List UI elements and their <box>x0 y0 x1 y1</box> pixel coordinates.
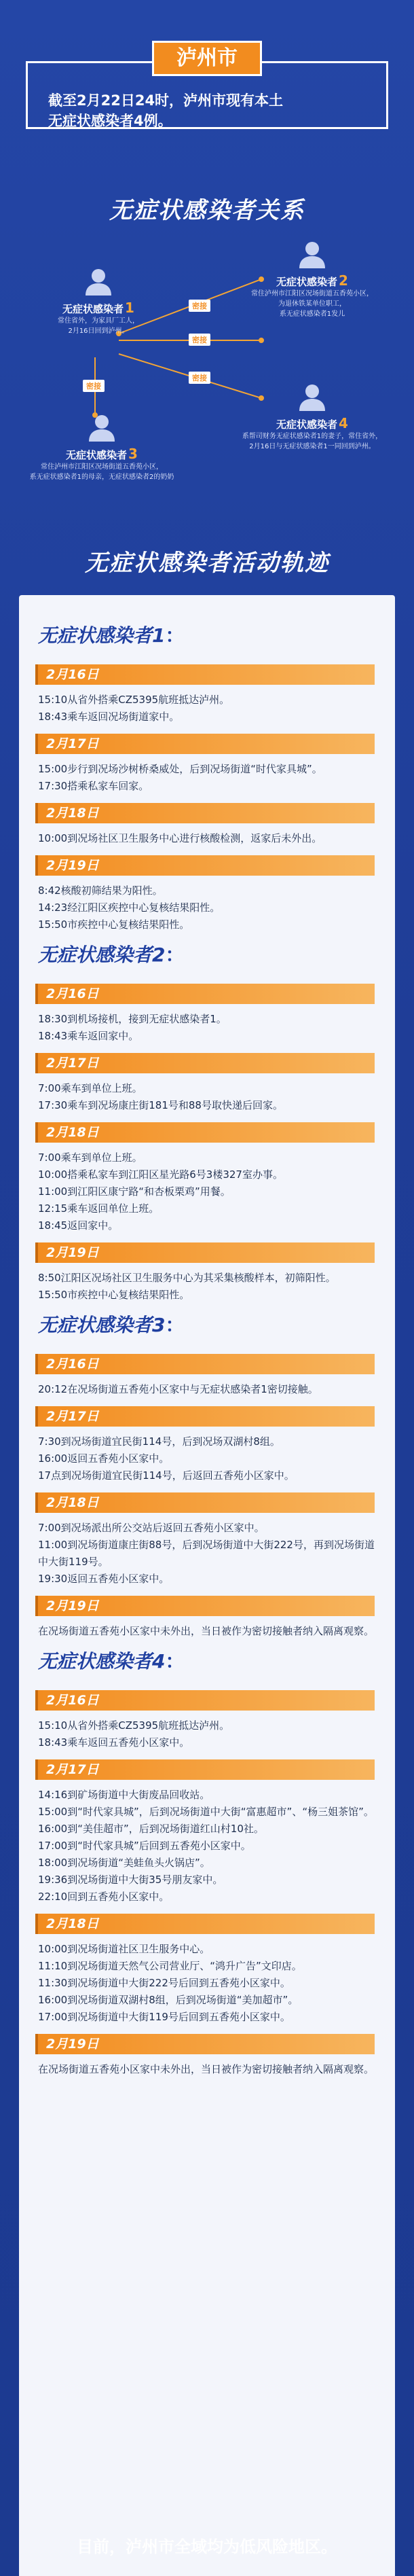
person-2 <box>231 238 394 319</box>
person-name: 无症状感染者 2 <box>276 272 348 289</box>
event-line: 7:00乘车到单位上班。 <box>38 1151 143 1164</box>
event-line: 17:30乘车到况场康庄街181号和88号取快递后回家。 <box>38 1099 283 1111</box>
date-tag: 2月18日 <box>38 803 375 823</box>
event-line: 16:00返回五香苑小区家中。 <box>38 1452 170 1465</box>
person-icon <box>297 238 328 270</box>
case-title: 无症状感染者2： <box>38 944 185 966</box>
date-tag: 2月16日 <box>38 1354 375 1374</box>
date-tag: 2月19日 <box>38 1596 375 1616</box>
person-name: 无症状感染者 1 <box>62 300 134 316</box>
event-line: 11:10到况场街道天然气公司营业厅、“鸿升广告”文印店。 <box>38 1960 302 1972</box>
person-number: 2 <box>339 272 348 289</box>
event-line: 18:00到况场街道“美蛙鱼头火锅店”。 <box>38 1857 210 1869</box>
event-line: 16:00到况场街道双湖村8组，后到况场街道“美加超市”。 <box>38 1994 299 2006</box>
track-card <box>19 595 395 2576</box>
event-line: 15:10从省外搭乘CZ5395航班抵达泸州。 <box>38 694 230 706</box>
person-icon <box>297 381 328 412</box>
date-tag: 2月18日 <box>38 1914 375 1934</box>
person-name: 无症状感染者 3 <box>66 446 138 462</box>
person-desc: 系无症状感染者1的母亲，无症状感染者2的奶奶 <box>29 473 174 481</box>
person-icon <box>83 266 114 297</box>
person-desc: 2月16日回到泸州。 <box>68 327 129 335</box>
date-tag: 2月18日 <box>38 1492 375 1513</box>
event-line: 18:43乘车返回家中。 <box>38 1030 139 1042</box>
summary-line: 无症状感染者4例。 <box>48 113 172 129</box>
person-icon <box>86 412 117 443</box>
relation-title: 无症状感染者关系 <box>109 197 305 224</box>
date-tag: 2月16日 <box>38 1690 375 1711</box>
person-desc: 为退休铁某单位职工， <box>278 300 346 308</box>
date-tag: 2月17日 <box>38 1406 375 1427</box>
event-line: 15:00步行到况场沙树桥桑威处，后到况场街道“时代家具城”。 <box>38 763 322 775</box>
case-title: 无症状感染者4： <box>38 1650 185 1672</box>
event-line: 11:00到况场街道康庄街88号，后到况场街道中大街222号，再到况场街道中大街119号。 <box>38 1539 375 1568</box>
event-line: 20:12在况场街道五香苑小区家中与无症状感染者1密切接触。 <box>38 1383 318 1395</box>
person-desc: 常住泸州市江阳区况场街道五香苑小区， <box>251 290 373 298</box>
event-line: 10:00到况场社区卫生服务中心进行核酸检测，返家后未外出。 <box>38 832 322 844</box>
event-line: 16:00到“美佳超市”，后到况场街道红山村10社。 <box>38 1823 264 1835</box>
case-title: 无症状感染者3： <box>38 1314 185 1336</box>
event-line: 18:43乘车返回五香苑小区家中。 <box>38 1736 190 1749</box>
date-tag: 2月16日 <box>38 984 375 1004</box>
date-tag: 2月17日 <box>38 1759 375 1780</box>
person-number: 1 <box>125 300 134 316</box>
event-line: 10:00搭乘私家车到江阳区星光路6号3楼327室办事。 <box>38 1168 283 1181</box>
event-line: 在况场街道五香苑小区家中未外出，当日被作为密切接触者纳入隔离观察。 <box>38 2063 375 2075</box>
person-1 <box>41 266 156 336</box>
event-line: 8:50江阳区况场社区卫生服务中心为其采集核酸样本，初筛阳性。 <box>38 1272 336 1284</box>
event-line: 17:00到“时代家具城”后回到五香苑小区家中。 <box>38 1840 251 1852</box>
person-number: 4 <box>339 415 348 431</box>
event-line: 18:43乘车返回况场街道家中。 <box>38 711 180 723</box>
track-title: 无症状感染者活动轨迹 <box>85 550 329 577</box>
case-block-4 <box>38 1647 376 2078</box>
event-line: 17:00到况场街道中大街119号后回到五香苑小区家中。 <box>38 2011 290 2023</box>
event-line: 15:00到“时代家具城”，后到况场街道中大街“富惠超市”、“杨三姐茶馆”。 <box>38 1806 374 1818</box>
date-tag: 2月19日 <box>38 1242 375 1263</box>
date-tag: 2月17日 <box>38 1053 375 1073</box>
person-desc: 常住泸州市江阳区况场街道五香苑小区， <box>41 463 163 471</box>
date-tag: 2月18日 <box>38 1122 375 1143</box>
event-line: 在况场街道五香苑小区家中未外出，当日被作为密切接触者纳入隔离观察。 <box>38 1625 375 1637</box>
contact-tag: 密接 <box>83 380 105 392</box>
event-line: 19:36到况场街道中大街35号朋友家中。 <box>38 1874 223 1886</box>
person-name: 无症状感染者 4 <box>276 415 348 431</box>
person-4 <box>224 381 400 452</box>
person-desc: 系无症状感染者1发儿 <box>279 310 345 318</box>
date-tag: 2月19日 <box>38 2034 375 2054</box>
footer-note: 目前，泸州市全域均为低风险地区。 <box>77 2537 337 2556</box>
event-line: 7:00乘车到单位上班。 <box>38 1082 143 1094</box>
case-block-1 <box>38 621 376 933</box>
summary-line: 截至2月22日24时，泸州市现有本土 <box>48 92 284 109</box>
case-block-3 <box>38 1310 376 1640</box>
city-tab: 泸州市 <box>152 41 262 76</box>
event-line: 19:30返回五香苑小区家中。 <box>38 1573 170 1585</box>
event-line: 12:15乘车返回单位上班。 <box>38 1202 159 1215</box>
relation-diagram <box>0 238 414 497</box>
person-number: 3 <box>128 446 138 462</box>
event-line: 14:16到矿场街道中大街废品回收站。 <box>38 1789 210 1801</box>
person-desc: 系帮司财务无症状感染者1的妻子，常住省外， <box>242 433 383 440</box>
case-block-2 <box>38 940 376 1304</box>
contact-tag: 密接 <box>189 300 210 312</box>
event-line: 15:50市疾控中心复核结果阳性。 <box>38 1289 190 1301</box>
header <box>26 41 388 136</box>
person-3 <box>20 412 183 482</box>
event-line: 18:45返回家中。 <box>38 1219 119 1232</box>
event-line: 11:30到况场街道中大街222号后回到五香苑小区家中。 <box>38 1977 290 1989</box>
case-title: 无症状感染者1： <box>38 624 185 647</box>
event-line: 7:00到况场派出所公交站后返回五香苑小区家中。 <box>38 1522 265 1534</box>
contact-tag: 密接 <box>189 372 210 384</box>
event-line: 8:42核酸初筛结果为阳性。 <box>38 884 163 897</box>
event-line: 18:30到机场接机，接到无症状感染者1。 <box>38 1013 227 1025</box>
person-desc: 常住省外，为家具厂工人， <box>58 317 139 325</box>
event-line: 17:30搭乘私家车回家。 <box>38 780 149 792</box>
event-line: 11:00到江阳区康宁路“和杏板栗鸡”用餐。 <box>38 1185 231 1198</box>
event-line: 15:10从省外搭乘CZ5395航班抵达泸州。 <box>38 1719 230 1732</box>
date-tag: 2月16日 <box>38 664 375 685</box>
event-line: 15:50市疾控中心复核结果阳性。 <box>38 918 190 931</box>
event-line: 10:00到况场街道社区卫生服务中心。 <box>38 1943 210 1955</box>
contact-tag: 密接 <box>189 334 210 346</box>
date-tag: 2月17日 <box>38 734 375 754</box>
date-tag: 2月19日 <box>38 855 375 876</box>
event-line: 7:30到况场街道宜民街114号，后到况场双湖村8组。 <box>38 1435 280 1448</box>
event-line: 17点到况场街道宜民街114号，后返回五香苑小区家中。 <box>38 1469 295 1482</box>
person-desc: 2月16日与无症状感染者1一同回到泸州。 <box>249 443 375 450</box>
event-line: 22:10回到五香苑小区家中。 <box>38 1891 170 1903</box>
event-line: 14:23经江阳区疾控中心复核结果阳性。 <box>38 901 221 914</box>
